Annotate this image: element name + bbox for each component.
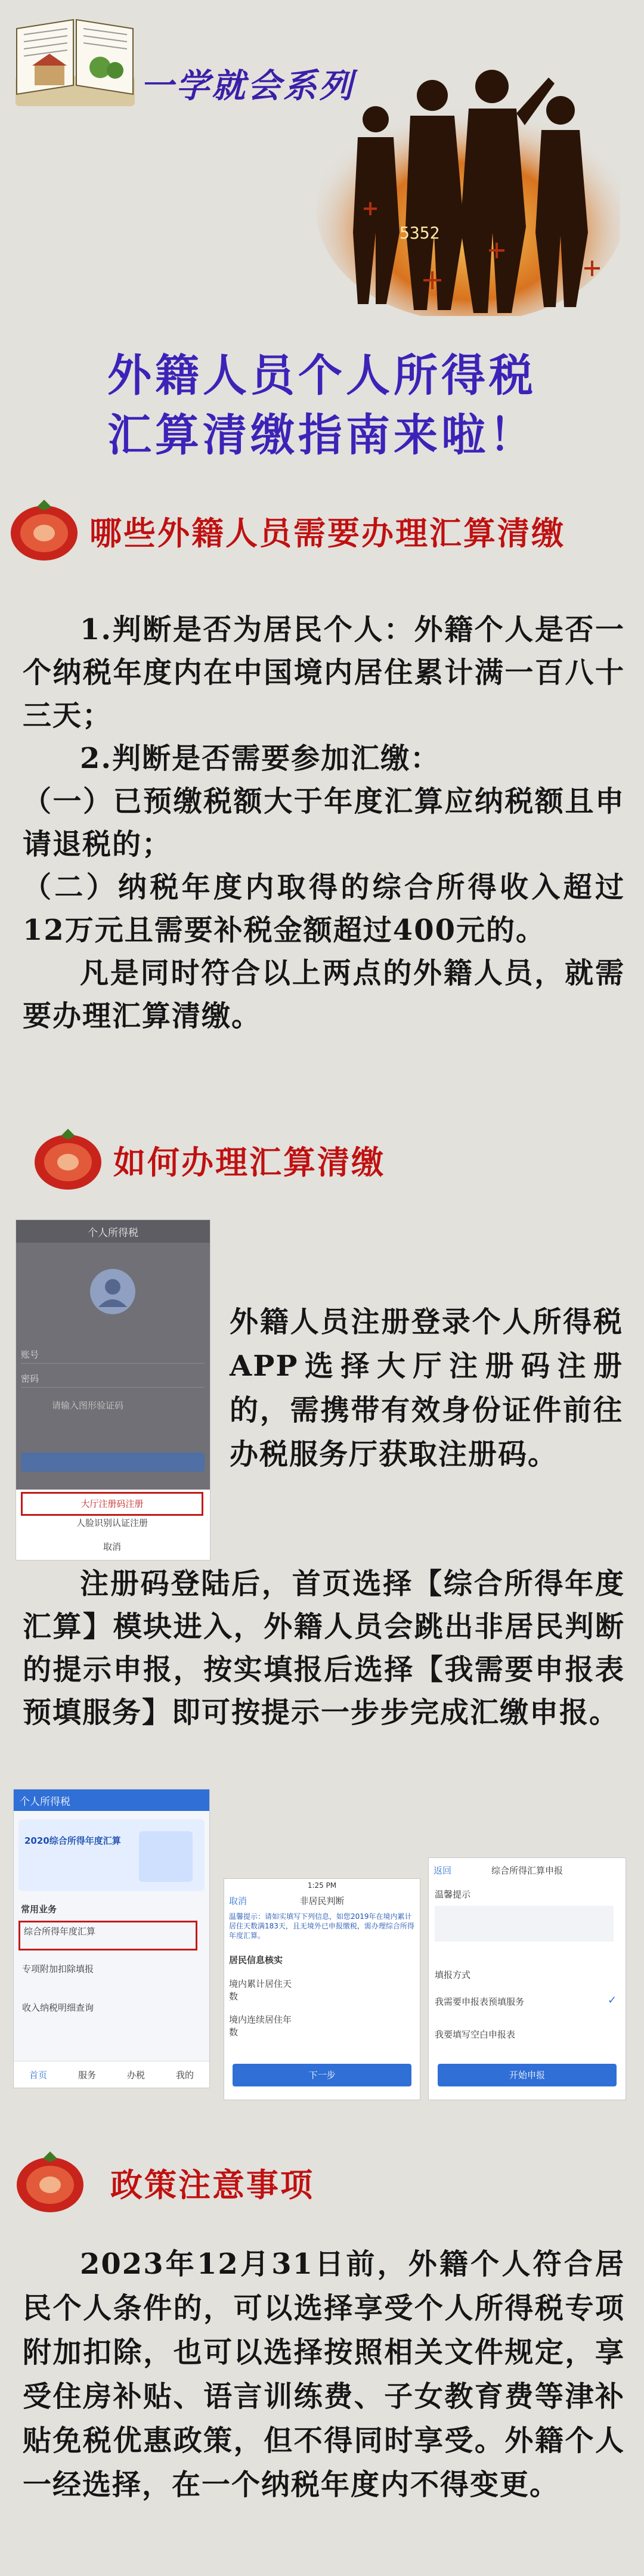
section1-p5: 凡是同时符合以上两点的外籍人员，就需要办理汇算清缴。 xyxy=(23,956,625,1033)
option-prefill-service[interactable]: 我需要申报表预填服务 xyxy=(435,1996,525,2007)
tomato-icon xyxy=(31,1124,106,1193)
phone4-notice: 温馨提示 xyxy=(435,1889,471,1900)
tab-service[interactable]: 服务 xyxy=(78,2070,96,2080)
business-people-silhouette xyxy=(310,54,620,316)
phone3-back[interactable]: 取消 xyxy=(229,1896,247,1906)
tab-tax[interactable]: 办税 xyxy=(126,2070,145,2080)
section3-heading: 政策注意事项 xyxy=(110,2166,314,2204)
tab-home[interactable]: 首页 xyxy=(29,2070,47,2080)
section1-p2: 2.判断是否需要参加汇缴： xyxy=(80,742,441,775)
phone4-section: 填报方式 xyxy=(435,1970,471,1980)
section2-p1: 注册码登陆后，首页选择【综合所得年度汇算】模块进入，外籍人员会跳出非居民判断的提示申报，按实填报后选择【我需要申报表预填服务】即可按提示一步步完成汇缴申报。 xyxy=(23,1567,625,1729)
header-banner xyxy=(0,0,644,461)
item-annual-settlement[interactable]: 综合所得年度汇算 xyxy=(18,1921,197,1950)
section1-heading: 哪些外籍人员需要办理汇算清缴 xyxy=(89,514,565,552)
phone-filing-screenshot xyxy=(428,1857,626,2100)
section2-header xyxy=(0,1124,644,1196)
section2-side-text: 外籍人员注册登录个人所得税APP选择大厅注册码注册的，需携带有效身份证件前往办税服务厅获取注册码。 xyxy=(230,1305,623,1471)
section1-body xyxy=(23,608,625,1038)
section1-header xyxy=(0,495,644,566)
phone3-notice: 温馨提示：请如实填写下列信息，如您2019年在境内累计居住天数满183天，且无境外已申报缴税，需办理综合所得年度汇算。 xyxy=(229,1912,414,1940)
tomato-icon xyxy=(7,495,82,564)
phone2-item2[interactable]: 专项附加扣除填报 xyxy=(22,1964,94,1974)
phone-nonresident-screenshot xyxy=(224,1878,420,2100)
phone1-field3: 请输入图形验证码 xyxy=(52,1400,124,1411)
section2-heading: 如何办理汇算清缴 xyxy=(113,1143,385,1181)
phone3-row2[interactable]: 境内连续居住年数 xyxy=(229,2014,292,2038)
phone4-title: 综合所得汇算申报 xyxy=(491,1865,563,1876)
phone4-back[interactable]: 返回 xyxy=(434,1865,452,1876)
phone-registration-screenshot xyxy=(16,1219,210,1561)
main-title-line2: 汇算清缴指南来啦！ xyxy=(107,410,537,461)
section1-p3: （一）已预缴税额大于年度汇算应纳税额且申请退税的； xyxy=(23,785,625,861)
phone2-banner: 2020综合所得年度汇算 xyxy=(24,1835,121,1846)
section1-p4: （二）纳税年度内取得的综合所得收入超过12万元且需要补税金额超过400元的。 xyxy=(23,871,625,947)
phone2-tabbar xyxy=(14,2061,209,2088)
main-title-line1: 外籍人员个人所得税 xyxy=(107,350,537,401)
phone1-cancel[interactable]: 取消 xyxy=(103,1541,121,1552)
section3-header xyxy=(0,2147,644,2218)
phone1-title: 个人所得税 xyxy=(16,1220,210,1243)
avatar-icon xyxy=(89,1268,137,1315)
phone2-section: 常用业务 xyxy=(21,1904,57,1915)
phone3-time: 1:25 PM xyxy=(307,1881,337,1890)
option-hall-code-register[interactable]: 大厅注册码注册 xyxy=(21,1492,203,1516)
phone3-section: 居民信息核实 xyxy=(229,1955,283,1965)
phone-home-screenshot xyxy=(13,1789,210,2088)
option-blank-form[interactable]: 我要填写空白申报表 xyxy=(435,2029,516,2040)
tomato-icon xyxy=(13,2147,88,2215)
phone1-field2: 密码 xyxy=(21,1373,39,1384)
tab-mine[interactable]: 我的 xyxy=(175,2070,194,2080)
section3-body xyxy=(23,2242,625,2507)
book-logo-icon xyxy=(11,11,139,112)
check-icon: ✓ xyxy=(608,1994,617,2007)
section3-p1: 2023年12月31日前，外籍个人符合居民个人条件的，可以选择享受个人所得税专项附加扣除，也可以选择按照相关文件规定，享受住房补贴、语言训练费、子女教育费等津补贴免税优惠政策，但不得同时享受。外籍个人一经选择，在一个纳税年度内不得变更。 xyxy=(23,2247,625,2501)
phone1-field1: 账号 xyxy=(21,1349,39,1360)
phone3-row1[interactable]: 境内累计居住天数 xyxy=(229,1979,292,2002)
phone2-item3[interactable]: 收入纳税明细查询 xyxy=(22,2002,94,2013)
banner-numbers: 5352 xyxy=(400,223,440,243)
option-face-register[interactable]: 人脸识别认证注册 xyxy=(76,1518,148,1528)
section1-p1: 1.判断是否为居民个人：外籍个人是否一个纳税年度内在中国境内居住累计满一百八十三天； xyxy=(23,613,625,732)
section2-body xyxy=(23,1562,625,1734)
phone3-title: 非居民判断 xyxy=(299,1896,345,1906)
phone2-title: 个人所得税 xyxy=(14,1789,209,1811)
series-title: 一学就会系列 xyxy=(140,66,355,106)
next-step-button[interactable]: 下一步 xyxy=(233,2064,411,2086)
start-filing-button[interactable]: 开始申报 xyxy=(438,2064,617,2086)
